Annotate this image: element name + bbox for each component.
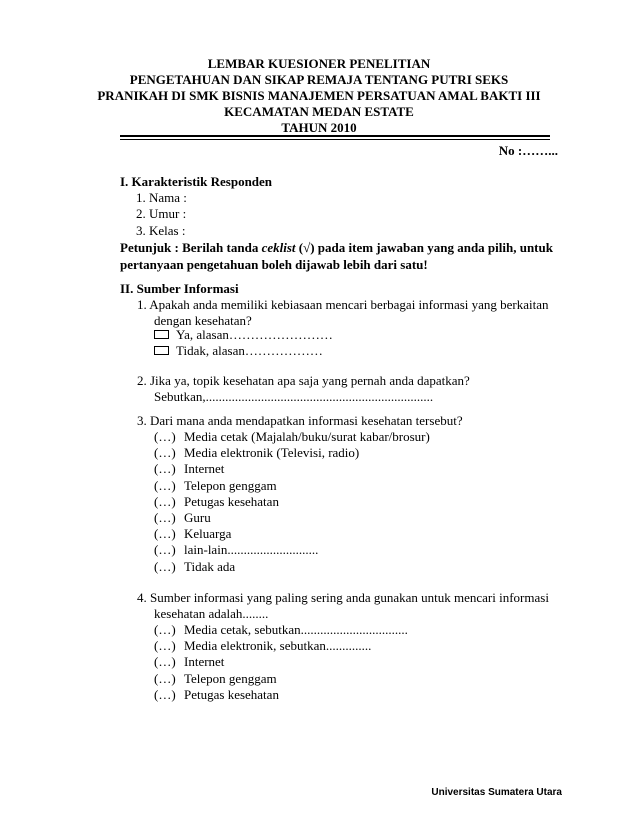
q3-option-row[interactable]	[154, 494, 279, 510]
title-line: PENGETAHUAN DAN SIKAP REMAJA TENTANG PUTRI SEKS	[129, 72, 509, 87]
title-line: PRANIKAH DI SMK BISNIS MANAJEMEN PERSATUAN AMAL BAKTI III	[97, 88, 541, 103]
option-mark[interactable]: (…)	[154, 654, 176, 670]
option-mark[interactable]: (…)	[154, 670, 176, 686]
option-mark[interactable]: (…)	[154, 526, 176, 542]
option-mark[interactable]: (…)	[154, 493, 176, 509]
q4-option-row[interactable]	[154, 622, 408, 638]
q3-option-row[interactable]	[154, 542, 318, 558]
q4-option-row[interactable]	[154, 638, 371, 654]
checkbox-ya[interactable]	[154, 330, 169, 339]
question-4-cont: kesehatan adalah........	[154, 606, 269, 621]
q4-option-row[interactable]	[154, 654, 224, 670]
question-1-cont: dengan kesehatan?	[154, 313, 252, 328]
respondent-number: No :……...	[498, 143, 558, 158]
instruction-prefix: Petunjuk : Berilah tanda	[120, 240, 262, 255]
option-label: lain-lain............................	[184, 542, 319, 558]
option-mark[interactable]: (…)	[154, 477, 176, 493]
option-mark[interactable]: (…)	[154, 429, 176, 444]
option-mark[interactable]: (…)	[154, 445, 176, 461]
footer-university: Universitas Sumatera Utara	[431, 787, 562, 798]
question-2: 2. Jika ya, topik kesehatan apa saja yang pernah anda dapatkan?	[137, 373, 470, 388]
checkbox-tidak[interactable]	[154, 346, 169, 355]
header-divider-thick	[120, 135, 550, 137]
title-line: TAHUN 2010	[281, 120, 357, 135]
q3-option-row[interactable]	[154, 526, 231, 542]
field-umur: 2. Umur :	[136, 206, 187, 221]
field-nama: 1. Nama :	[136, 190, 187, 205]
option-mark[interactable]: (…)	[154, 622, 176, 637]
option-label: Guru	[184, 510, 211, 525]
instruction-line-2: pertanyaan pengetahuan boleh dijawab lebih dari satu!	[120, 257, 428, 272]
option-tidak: Tidak, alasan………………	[176, 343, 323, 358]
q3-option-row[interactable]	[154, 461, 224, 477]
option-label: Tidak ada	[184, 558, 236, 574]
option-label: Internet	[184, 461, 225, 477]
option-label: Telepon genggam	[184, 477, 277, 493]
option-label: Petugas kesehatan	[184, 686, 279, 702]
option-label: Media elektronik, sebutkan..............	[184, 638, 372, 654]
option-label: Media cetak (Majalah/buku/surat kabar/brosur)	[184, 429, 430, 444]
option-label: Media cetak, sebutkan.................................	[184, 622, 408, 637]
q4-option-row[interactable]	[154, 671, 277, 687]
question-4: 4. Sumber informasi yang paling sering anda gunakan untuk mencari informasi	[137, 590, 549, 605]
instruction-suffix: (√) pada item jawaban yang anda pilih, untuk	[295, 240, 553, 255]
title-line: LEMBAR KUESIONER PENELITIAN	[207, 56, 431, 71]
header-divider-thin	[120, 139, 550, 140]
option-ya: Ya, alasan……………………	[176, 327, 333, 342]
option-mark[interactable]: (…)	[154, 638, 176, 654]
option-mark[interactable]: (…)	[154, 461, 176, 477]
question-3: 3. Dari mana anda mendapatkan informasi kesehatan tersebut?	[137, 413, 463, 428]
option-mark[interactable]: (…)	[154, 558, 176, 574]
question-2-answer[interactable]: Sebutkan,......................................................................	[154, 389, 434, 404]
section-1-title: I. Karakteristik Responden	[120, 174, 273, 189]
q3-option-row[interactable]	[154, 445, 359, 461]
title-line: KECAMATAN MEDAN ESTATE	[224, 104, 414, 119]
q3-option-row[interactable]	[154, 478, 277, 494]
instruction-italic: ceklist	[261, 240, 296, 255]
q3-option-row[interactable]	[154, 559, 235, 575]
q4-option-row[interactable]	[154, 687, 279, 703]
option-mark[interactable]: (…)	[154, 510, 176, 525]
option-mark[interactable]: (…)	[154, 542, 176, 558]
questionnaire-title	[0, 56, 638, 136]
field-kelas: 3. Kelas :	[136, 223, 186, 238]
option-label: Keluarga	[184, 526, 232, 542]
section-2-title: II. Sumber Informasi	[120, 281, 239, 296]
option-label: Internet	[184, 654, 225, 670]
option-mark[interactable]: (…)	[154, 686, 176, 702]
option-label: Petugas kesehatan	[184, 493, 279, 509]
question-1: 1. Apakah anda memiliki kebiasaan mencari berbagai informasi yang berkaitan	[137, 297, 549, 312]
option-label: Telepon genggam	[184, 670, 277, 686]
q3-option-row[interactable]	[154, 510, 211, 526]
option-label: Media elektronik (Televisi, radio)	[184, 445, 360, 461]
q3-option-row[interactable]	[154, 429, 430, 445]
instruction-line-1	[120, 240, 553, 256]
